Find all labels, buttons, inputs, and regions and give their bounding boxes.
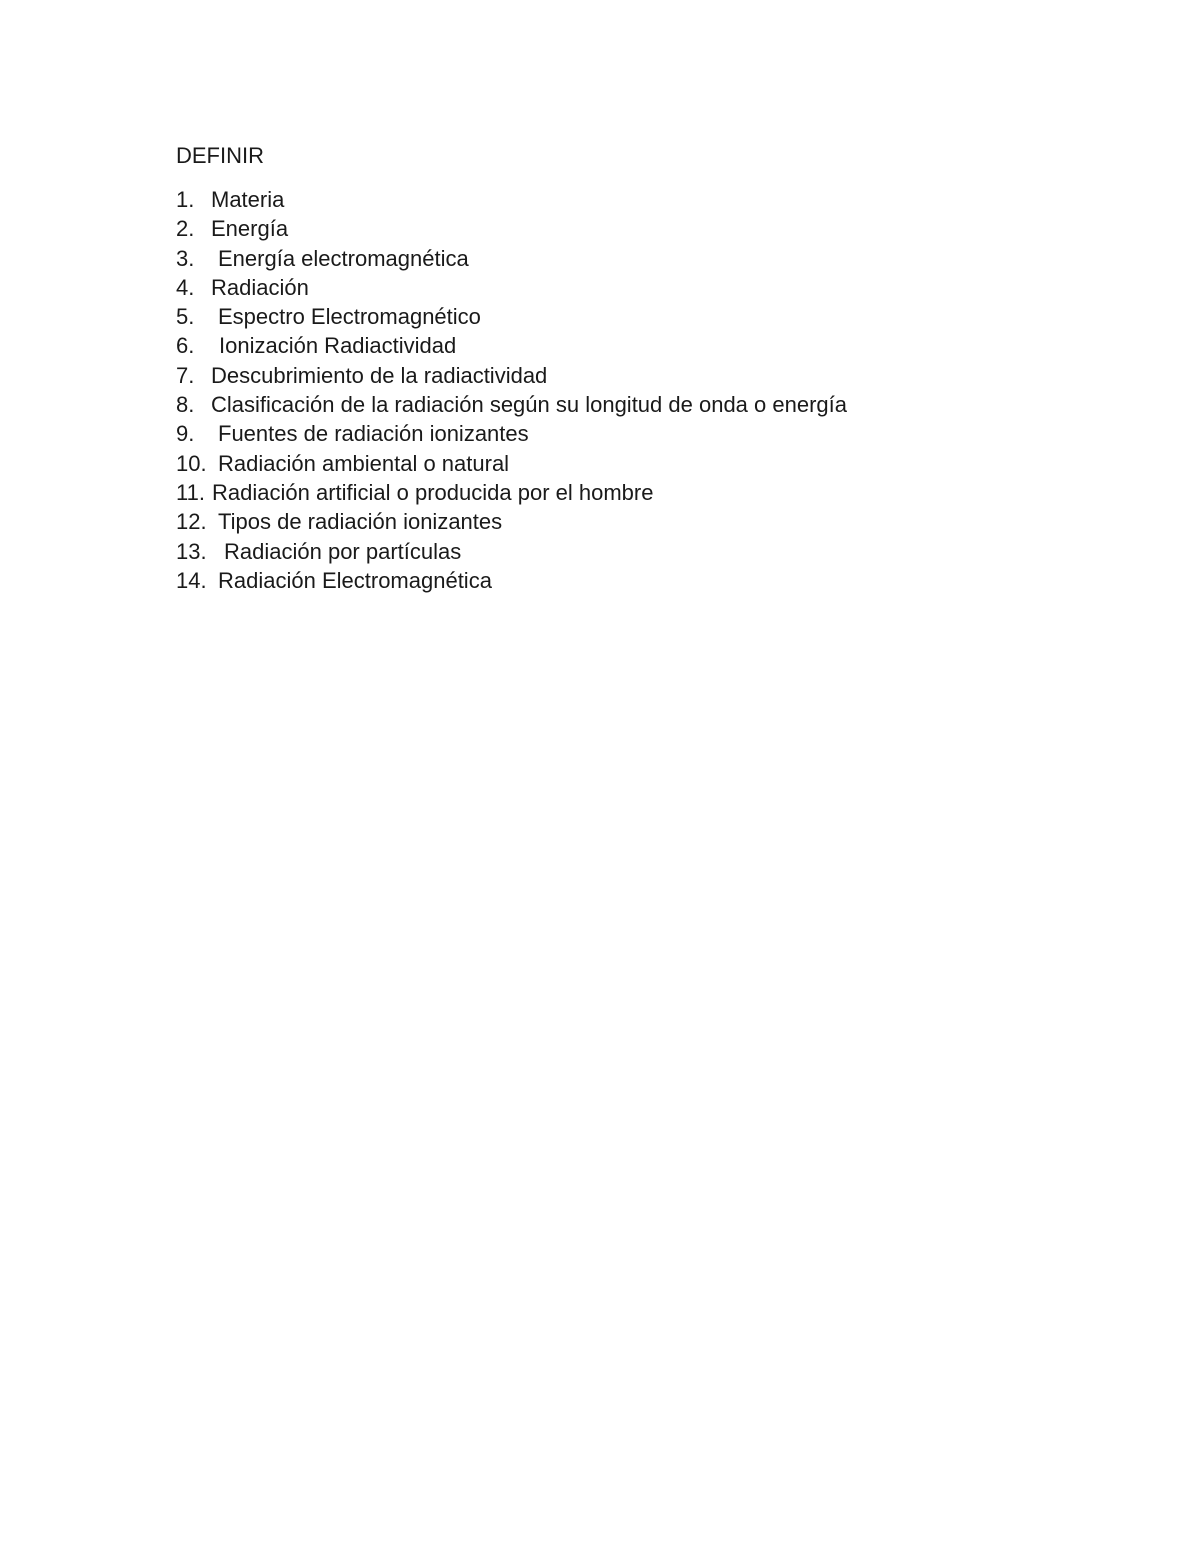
document-heading: DEFINIR (176, 143, 264, 168)
list-item-number: 9. (176, 421, 195, 447)
list-item (176, 419, 529, 448)
list-item-text: Radiación por partículas (224, 538, 462, 564)
definition-list (176, 185, 847, 595)
list-item-number: 11. (176, 479, 205, 505)
list-item (176, 302, 481, 331)
list-item-number: 2. (176, 216, 195, 242)
list-item-number: 5. (176, 304, 195, 330)
list-item-number: 12. (176, 509, 207, 535)
list-item (176, 361, 548, 390)
list-item-text: Descubrimiento de la radiactividad (211, 362, 548, 388)
list-item-text: Tipos de radiación ionizantes (218, 509, 503, 535)
list-item-number: 8. (176, 392, 195, 418)
list-item-number: 4. (176, 274, 195, 300)
list-item-text: Clasificación de la radiación según su longitud de onda o energía (211, 392, 847, 418)
list-item-number: 14. (176, 567, 207, 593)
list-item (176, 273, 309, 302)
list-item-text: Radiación artificial o producida por el hombre (212, 479, 654, 505)
list-item (176, 566, 492, 595)
list-item (176, 478, 654, 507)
list-item (176, 449, 510, 478)
list-item-number: 3. (176, 245, 195, 271)
list-item-text: Radiación ambiental o natural (218, 450, 510, 476)
list-item-text: Radiación (211, 274, 309, 300)
list-item-text: Fuentes de radiación ionizantes (218, 421, 529, 447)
list-item (176, 244, 469, 273)
list-item (176, 537, 462, 566)
list-item-text: Ionización Radiactividad (219, 333, 457, 359)
list-item-text: Materia (211, 187, 285, 212)
list-item-text: Energía (211, 216, 289, 242)
list-item-number: 13. (176, 538, 207, 564)
list-item (176, 507, 503, 536)
list-item (176, 214, 289, 243)
list-item (176, 390, 847, 419)
list-item-number: 6. (176, 333, 195, 359)
list-item-text: Energía electromagnética (218, 245, 469, 271)
list-item-number: 7. (176, 362, 195, 388)
list-item-number: 1. (176, 187, 195, 212)
list-item (176, 185, 285, 214)
list-item (176, 331, 457, 360)
list-item-text: Espectro Electromagnético (218, 304, 481, 330)
list-item-number: 10. (176, 450, 207, 476)
list-item-text: Radiación Electromagnética (218, 567, 492, 593)
